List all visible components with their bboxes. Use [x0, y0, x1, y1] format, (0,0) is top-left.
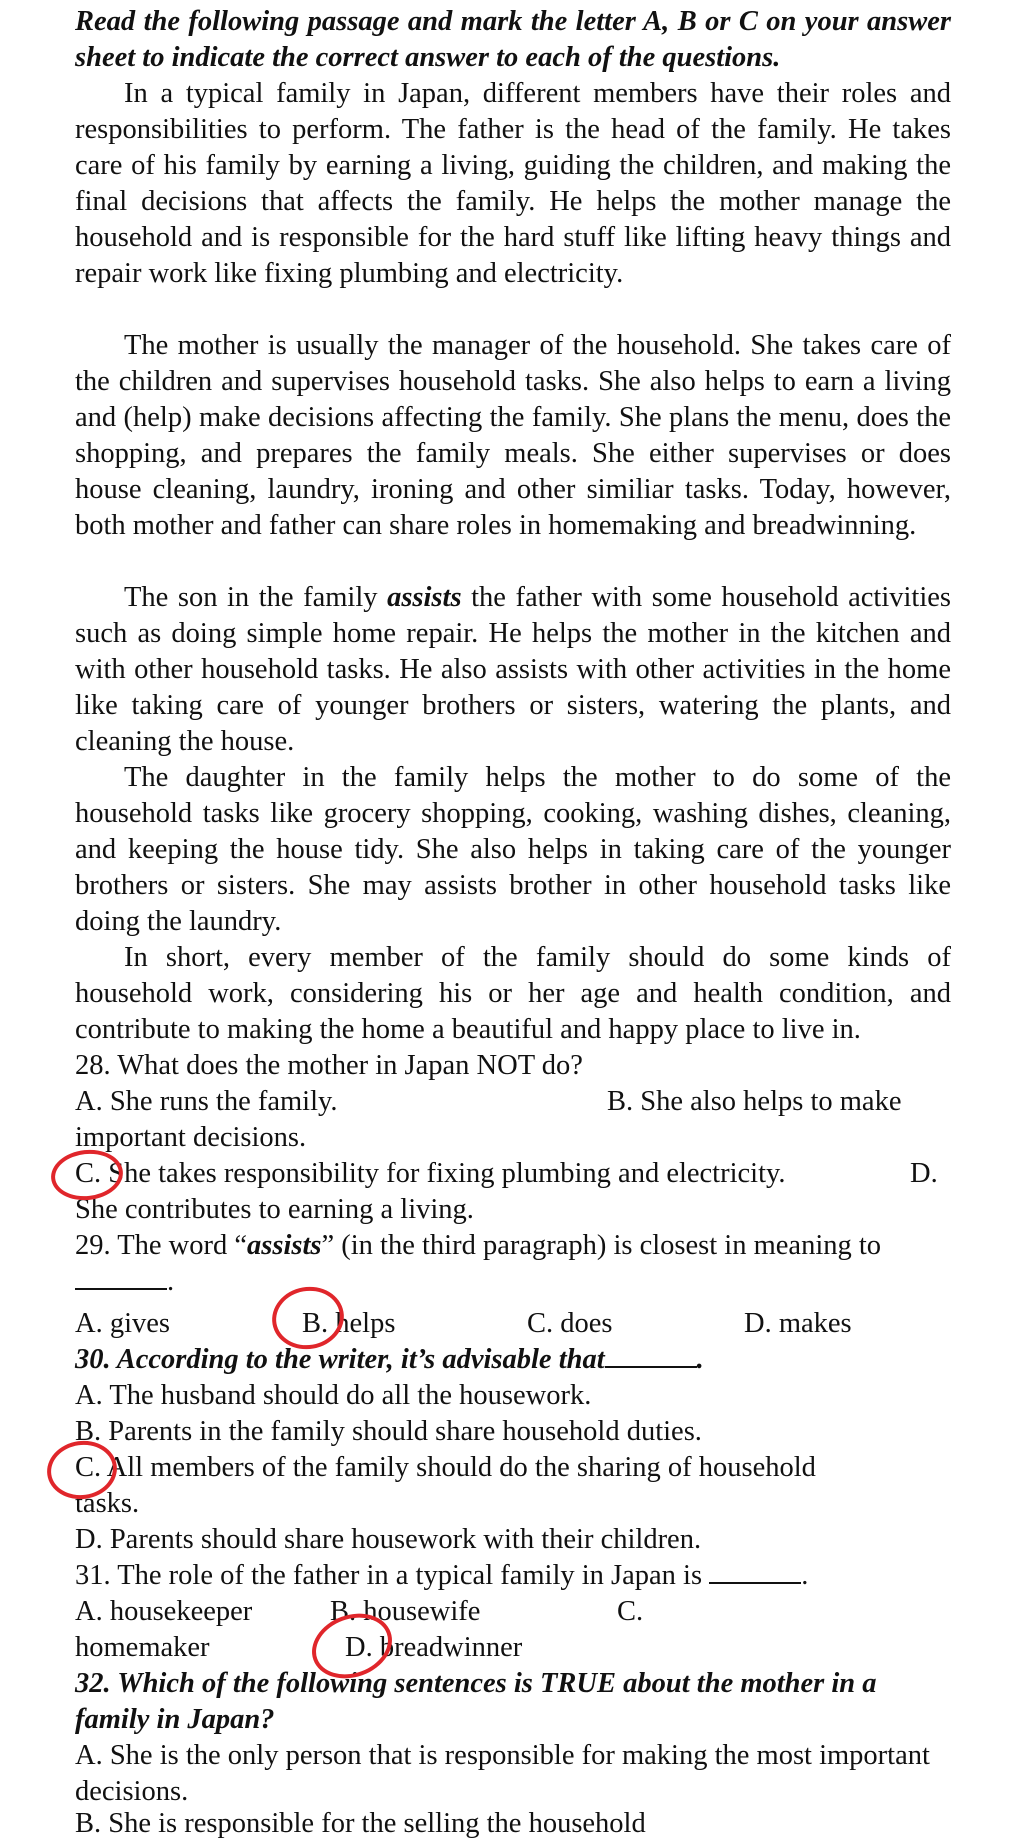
- q32-option-b-partial: B. She is responsible for the selling the household: [75, 1808, 646, 1839]
- paragraph-3-start: The son in the family: [124, 582, 388, 613]
- q31-option-c: C.: [617, 1596, 644, 1627]
- q29-option-a: A. gives: [75, 1308, 170, 1339]
- answer-blank: [709, 1558, 801, 1584]
- q29-option-d: D. makes: [744, 1308, 852, 1339]
- q30-option-c: C. All members of the family should do the sharing of household: [75, 1452, 816, 1483]
- q28-option-c: C. She takes responsibility for fixing plumbing and electricity.: [75, 1158, 786, 1189]
- q31-question: [75, 1558, 808, 1594]
- paragraph-2: The mother is usually the manager of the household. She takes care of the children and supervises household tasks. She also helps to earn a living and (help) make decisions affecting the family. She plans the menu, does the shopping, and prepares the family meals. She either supervises or does house cleaning, laundry, ironing and other similiar tasks. Today, however, both mother and father can share roles in homemaking and breadwinning.: [75, 330, 951, 541]
- q30-option-a: A. The husband should do all the housework.: [75, 1380, 592, 1411]
- q28-option-b: B. She also helps to make: [607, 1086, 902, 1117]
- q32-question: 32. Which of the following sentences is TRUE about the mother in a family in Japan?: [75, 1668, 877, 1735]
- answer-blank: [75, 1264, 167, 1290]
- q28-option-d-cont: She contributes to earning a living.: [75, 1194, 474, 1225]
- q29-keyword: assists: [247, 1230, 322, 1261]
- q30-option-b: B. Parents in the family should share household duties.: [75, 1416, 702, 1447]
- keyword-assists: assists: [387, 582, 462, 613]
- paragraph-1: In a typical family in Japan, different members have their roles and responsibilities to perform. The father is the head of the family. He takes care of his family by earning a living, guiding the children, and making the final decisions that affects the family. He helps the mother manage the household and is responsible for the hard stuff like lifting heavy things and repair work like fixing plumbing and electricity.: [75, 78, 951, 289]
- q29-answer-line: [75, 1264, 174, 1300]
- q29-option-b: B. helps: [302, 1308, 396, 1339]
- q29-question: [75, 1228, 881, 1264]
- q30-period: .: [696, 1344, 704, 1375]
- q29-period: .: [167, 1266, 175, 1297]
- q31-option-d: D. breadwinner: [345, 1632, 523, 1663]
- q28-option-a: A. She runs the family.: [75, 1086, 338, 1117]
- paragraph-5: In short, every member of the family should do some kinds of household work, considering his or her age and health condition, and contribute to making the home a beautiful and happy place to live in.: [75, 942, 951, 1045]
- answer-blank: [605, 1342, 697, 1368]
- q31-option-a: A. housekeeper: [75, 1596, 253, 1627]
- q30-option-c-cont: tasks.: [75, 1488, 140, 1519]
- q28-option-b-cont: important decisions.: [75, 1122, 307, 1153]
- paragraph-4: The daughter in the family helps the mother to do some of the household tasks like grocery shopping, cooking, washing dishes, cleaning, and keeping the house tidy. She also helps in taking care of the younger brothers or sisters. She may assists brother in other household tasks like doing the laundry.: [75, 762, 951, 937]
- q30-question: [75, 1342, 704, 1378]
- q29-question-start: 29. The word “: [75, 1230, 248, 1261]
- q28-question: 28. What does the mother in Japan NOT do?: [75, 1050, 583, 1081]
- paragraph-3: [75, 580, 951, 760]
- q31-option-b: B. housewife: [330, 1596, 481, 1627]
- q29-question-end: ” (in the third paragraph) is closest in meaning to: [321, 1230, 882, 1261]
- q31-option-c-cont: homemaker: [75, 1632, 210, 1663]
- instruction: Read the following passage and mark the letter A, B or C on your answer sheet to indicate the correct answer to each of the questions.: [75, 6, 951, 73]
- paragraph-3-rest: the father with some household activities such as doing simple home repair. He helps the mother in the kitchen and with other household tasks. He also assists with other activities in the home like taking care of younger brothers or sisters, watering the plants, and cleaning the house.: [75, 582, 952, 757]
- q31-period: .: [801, 1560, 809, 1591]
- q30-question-text: 30. According to the writer, it’s advisable that: [75, 1344, 605, 1375]
- q29-option-c: C. does: [527, 1308, 613, 1339]
- q30-option-d: D. Parents should share housework with their children.: [75, 1524, 702, 1555]
- q31-question-text: 31. The role of the father in a typical family in Japan is: [75, 1560, 703, 1591]
- q28-option-d: D.: [910, 1158, 938, 1189]
- q32-option-a: A. She is the only person that is responsible for making the most important decisions.: [75, 1740, 930, 1807]
